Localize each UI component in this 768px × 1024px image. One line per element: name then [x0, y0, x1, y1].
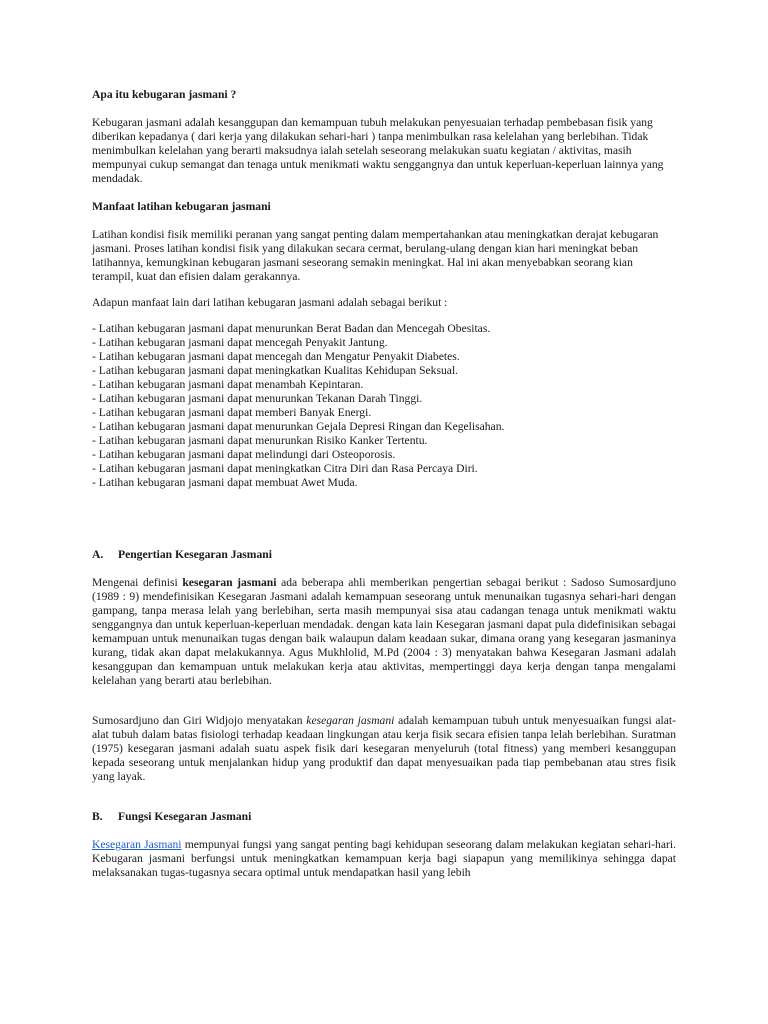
section-b-heading	[92, 810, 676, 824]
section-1-paragraph: Kebugaran jasmani adalah kesanggupan dan kemampuan tubuh melakukan penyesuaian terhadap pembebasan fisik yang diberikan kepadanya ( dari kerja yang dilakukan sehari-hari ) tanpa menimbulkan rasa kelelahan yang berlebihan. Tidak menimbulkan kelelahan yang berarti maksudnya ialah setelah seseorang melakukan suatu kegiatan / aktivitas, masih mempunyai cukup semangat dan tenaga untuk menikmati waktu senggangnya dan untuk keperluan-keperluan lainnya yang mendadak.	[92, 116, 664, 185]
section-2-title: Manfaat latihan kebugaran jasmani	[92, 200, 271, 213]
section-a-title: Pengertian Kesegaran Jasmani	[118, 548, 272, 561]
section-2-paragraph: Latihan kondisi fisik memiliki peranan yang sangat penting dalam mempertahankan atau meningkatkan derajat kebugaran jasmani. Proses latihan kondisi fisik yang dilakukan secara cermat, berulang-ulang dengan kian hari meningkat beban latihannya, kemungkinan kebugaran jasmani seseorang semakin meningkat. Hal ini akan menyebabkan seorang kian terampil, kuat dan efisien dalam gerakannya.	[92, 228, 659, 283]
benefits-intro: Adapun manfaat lain dari latihan kebugaran jasmani adalah sebagai berikut :	[92, 296, 448, 309]
section-b-title: Fungsi Kesegaran Jasmani	[118, 810, 252, 823]
kesegaran-jasmani-link[interactable]: Kesegaran Jasmani	[92, 838, 182, 851]
list-item: - Latihan kebugaran jasmani dapat menurunkan Tekanan Darah Tinggi.	[92, 392, 423, 405]
list-item: - Latihan kebugaran jasmani dapat menurunkan Berat Badan dan Mencegah Obesitas.	[92, 322, 491, 335]
list-item: - Latihan kebugaran jasmani dapat menurunkan Gejala Depresi Ringan dan Kegelisahan.	[92, 420, 505, 433]
term-italic: kesegaran jasmani	[306, 714, 395, 727]
list-item: - Latihan kebugaran jasmani dapat meningkatkan Kualitas Kehidupan Seksual.	[92, 364, 459, 377]
list-item: - Latihan kebugaran jasmani dapat melindungi dari Osteoporosis.	[92, 448, 396, 461]
list-item: - Latihan kebugaran jasmani dapat mencegah Penyakit Jantung.	[92, 336, 388, 349]
list-item: - Latihan kebugaran jasmani dapat membuat Awet Muda.	[92, 476, 358, 489]
section-a-letter: A.	[92, 548, 104, 561]
list-item: - Latihan kebugaran jasmani dapat memberi Banyak Energi.	[92, 406, 372, 419]
section-a-heading	[92, 548, 676, 562]
section-b-paragraph-1: Kesegaran Jasmani mempunyai fungsi yang sangat penting bagi kehidupan seseorang dalam melakukan kegiatan sehari-hari. Kebugaran jasmani berfungsi untuk meningkatkan kemampuan kerja bagi siapapun yang memilikinya sehingga dapat melaksanakan tugas-tugasnya secara optimal untuk mendapatkan hasil yang lebih	[92, 838, 676, 879]
benefits-list	[92, 322, 676, 490]
section-1-title: Apa itu kebugaran jasmani ?	[92, 88, 237, 101]
list-item: - Latihan kebugaran jasmani dapat menambah Kepintaran.	[92, 378, 364, 391]
section-a-paragraph-2: Sumosardjuno dan Giri Widjojo menyatakan kesegaran jasmani adalah kemampuan tubuh untuk menyesuaikan fungsi alat-alat tubuh dalam batas fisiologi terhadap keadaan lingkungan atau kerja fisik secara efisien tanpa lelah berlebihan. Suratman (1975) kesegaran jasmani adalah suatu aspek fisik dari kesegaran menyeluruh (total fitness) yang memberi kesanggupan kepada seseorang untuk menjalankan hidup yang produktif dan dapat menyesuaikan pada tiap pembebanan atau stres fisik yang layak.	[92, 714, 677, 783]
section-a-paragraph-1: Mengenai definisi kesegaran jasmani ada beberapa ahli memberikan pengertian sebagai berikut : Sadoso Sumosardjuno (1989 : 9) mendefinisikan Kesegaran Jasmani adalah kemampuan seseorang untuk menunaikan tugasnya sehari-hari dengan gampang, tanpa merasa lelah yang berlebihan, serta masih mempunyai sisa atau cadangan tenaga untuk menikmati waktu senggangnya dan untuk keperluan-keperluan mendadak. dengan kata lain Kesegaran jasmani dapat pula didefinisikan sebagai kemampuan untuk menunaikan tugas dengan baik walaupun dalam keadaan sukar, dimana orang yang kesegaran jasmaninya kurang, tidak akan dapat melakukannya. Agus Mukhlolid, M.Pd (2004 : 3) menyatakan bahwa Kesegaran Jasmani adalah kesanggupan dan kemampuan untuk melakukan kerja atau aktivitas, mempertinggi daya kerja dengan tanpa mengalami kelelahan yang berarti atau berlebihan.	[92, 576, 676, 687]
section-b-letter: B.	[92, 810, 103, 823]
list-item: - Latihan kebugaran jasmani dapat mencegah dan Mengatur Penyakit Diabetes.	[92, 350, 460, 363]
list-item: - Latihan kebugaran jasmani dapat menurunkan Risiko Kanker Tertentu.	[92, 434, 428, 447]
term-bold: kesegaran jasmani	[182, 576, 277, 589]
list-item: - Latihan kebugaran jasmani dapat meningkatkan Citra Diri dan Rasa Percaya Diri.	[92, 462, 478, 475]
document-page	[92, 88, 676, 880]
